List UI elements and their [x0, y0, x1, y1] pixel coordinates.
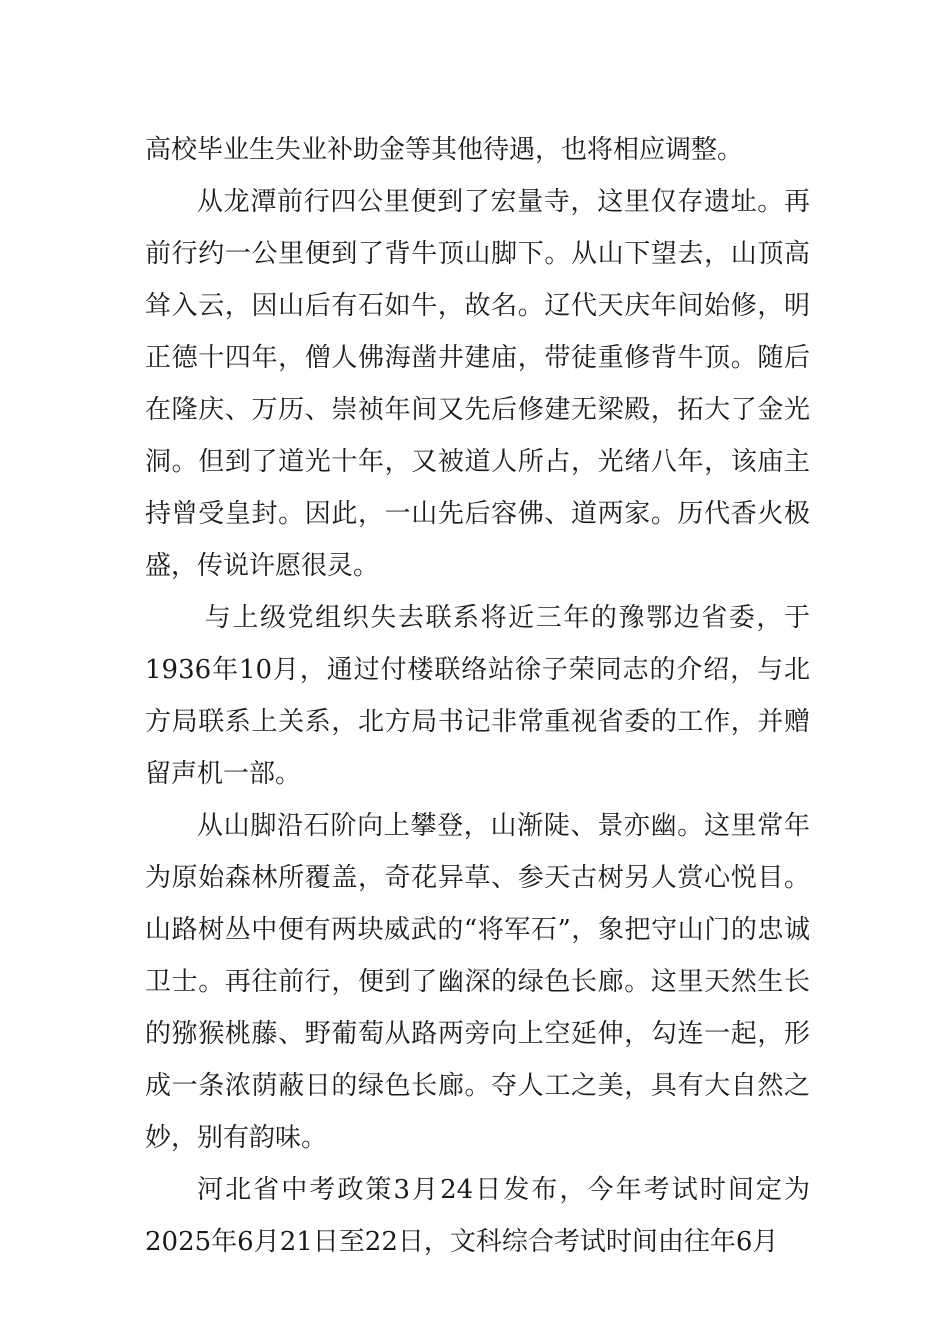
document-body [145, 124, 810, 1268]
paragraph-provincial-committee: 与上级党组织失去联系将近三年的豫鄂边省委，于1936年10月，通过付楼联络站徐子荣同志的介绍，与北方局联系上关系，北方局书记非常重视省委的工作，并赠留声机一部。 [145, 603, 810, 789]
paragraph-exam-policy: 河北省中考政策3月24日发布，今年考试时间定为2025年6月21日至22日，文科综合考试时间由往年6月 [145, 1175, 810, 1257]
paragraph-mountain-climb: 从山脚沿石阶向上攀登，山渐陡、景亦幽。这里常年为原始森林所覆盖，奇花异草、参天古树另人赏心悦目。山路树丛中便有两块威武的“将军石”，象把守山门的忠诚卫士。再往前行，便到了幽深的绿色长廊。这里天然生长的猕猴桃藤、野葡萄从路两旁向上空延伸，勾连一起，形成一条浓荫蔽日的绿色长廊。夺人工之美，具有大自然之妙，别有韵味。 [145, 811, 810, 1153]
paragraph-beiniuding-history: 从龙潭前行四公里便到了宏量寺，这里仅存遗址。再前行约一公里便到了背牛顶山脚下。从山下望去，山顶高耸入云，因山后有石如牛，故名。辽代天庆年间始修，明正德十四年，僧人佛海凿井建庙，带徒重修背牛顶。随后在隆庆、万历、崇祯年间又先后修建无梁殿，拓大了金光洞。但到了道光十年，又被道人所占，光绪八年，该庙主持曾受皇封。因此，一山先后容佛、道两家。历代香火极盛，传说许愿很灵。 [145, 187, 810, 581]
paragraph-continuation: 高校毕业生失业补助金等其他待遇，也将相应调整。 [145, 135, 744, 165]
